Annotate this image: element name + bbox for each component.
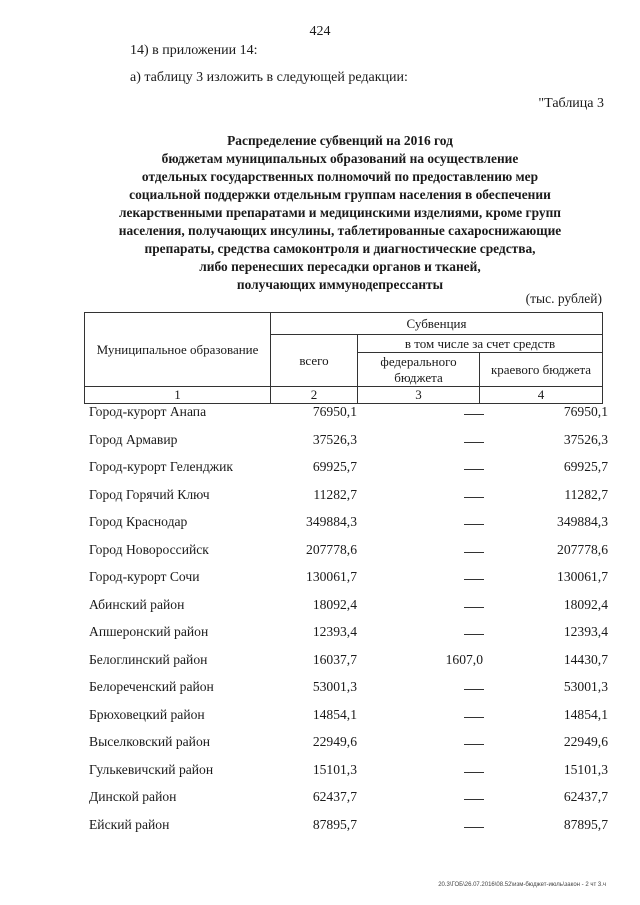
table-row: [0, 652, 640, 672]
table-row: [0, 569, 640, 589]
regional-value: 130061,7: [557, 569, 608, 584]
header-subvention: Субвенция: [271, 313, 603, 335]
table-row: [0, 404, 640, 424]
table-row: [0, 734, 640, 754]
column-number: 3: [358, 387, 480, 404]
regional-value: 18092,4: [563, 596, 608, 612]
paragraph-item-14: 14) в приложении 14:: [130, 43, 258, 58]
total-value: 22949,6: [312, 734, 357, 749]
units-label: (тыс. рублей): [525, 291, 602, 306]
total-value: 53001,3: [312, 679, 357, 694]
municipality-name: Город Горячий Ключ: [89, 486, 210, 502]
regional-value: 349884,3: [557, 514, 608, 529]
footer-file-path: 20.3\ГОБ\26.07.2016\08.52\изм-бюджет-июль\закон - 2 чт 3.ч: [438, 882, 606, 888]
empty-dash: [464, 689, 484, 690]
total-value: 76950,1: [312, 404, 357, 419]
empty-dash: [464, 552, 484, 553]
header-total: всего: [271, 335, 358, 387]
title-line: лекарственными препаратами и медицинскими изделиями, кроме групп: [118, 205, 562, 220]
column-number: 1: [85, 387, 271, 404]
empty-dash: [464, 524, 484, 525]
table-row: [0, 789, 640, 809]
federal-value: 1607,0: [445, 651, 483, 667]
table-row: [0, 459, 640, 479]
regional-value: 14430,7: [563, 651, 608, 667]
municipality-name: Ейский район: [89, 816, 170, 832]
regional-value: 22949,6: [563, 734, 608, 749]
total-value: 62437,7: [312, 789, 357, 804]
municipality-name: Город-курорт Анапа: [89, 404, 207, 419]
empty-dash: [464, 442, 484, 443]
title-line: отдельных государственных полномочий по предоставлению мер: [141, 169, 539, 184]
municipality-name: Город Краснодар: [89, 514, 188, 529]
regional-value: 53001,3: [563, 679, 608, 694]
total-value: 16037,7: [312, 651, 357, 667]
table-row: [0, 762, 640, 782]
empty-dash: [464, 469, 484, 470]
table-header: [84, 312, 603, 404]
header-including: в том числе за счет средств: [358, 335, 603, 353]
table-row: [0, 707, 640, 727]
municipality-name: Абинский район: [89, 596, 185, 612]
total-value: 14854,1: [312, 706, 357, 722]
empty-dash: [464, 827, 484, 828]
total-value: 130061,7: [306, 569, 357, 584]
table-row: [0, 542, 640, 562]
municipality-name: Город Армавир: [89, 431, 178, 447]
regional-value: 14854,1: [563, 706, 608, 722]
table-row: [0, 679, 640, 699]
municipality-name: Гулькевичский район: [89, 761, 214, 777]
title-line: препараты, средства самоконтроля и диагностические средства,: [144, 241, 536, 256]
municipality-name: Апшеронский район: [89, 624, 209, 639]
empty-dash: [464, 414, 484, 415]
empty-dash: [464, 634, 484, 635]
title-line: либо перенесших пересадки органов и тканей,: [199, 259, 481, 274]
municipality-name: Выселковский район: [89, 734, 211, 749]
paragraph-subitem-a: а) таблицу 3 изложить в следующей редакции:: [130, 70, 408, 85]
empty-dash: [464, 497, 484, 498]
total-value: 69925,7: [312, 459, 357, 474]
header-regional: краевого бюджета: [480, 353, 603, 387]
total-value: 37526,3: [312, 431, 357, 447]
empty-dash: [464, 799, 484, 800]
municipality-name: Брюховецкий район: [89, 706, 205, 722]
title-line: получающих иммунодепрессанты: [236, 277, 444, 292]
header-municipality: Муниципальное образование: [85, 313, 271, 387]
column-number: 2: [271, 387, 358, 404]
empty-dash: [464, 579, 484, 580]
table-title: [70, 132, 610, 294]
regional-value: 69925,7: [563, 459, 608, 474]
regional-value: 76950,1: [563, 404, 608, 419]
municipality-name: Динской район: [89, 789, 177, 804]
empty-dash: [464, 744, 484, 745]
table-row: [0, 514, 640, 534]
total-value: 18092,4: [312, 596, 357, 612]
regional-value: 37526,3: [563, 431, 608, 447]
page-number: 424: [309, 24, 331, 39]
column-number: 4: [480, 387, 603, 404]
regional-value: 15101,3: [563, 761, 608, 777]
table-caption: "Таблица 3: [538, 96, 604, 111]
total-value: 12393,4: [312, 624, 357, 639]
total-value: 87895,7: [312, 816, 357, 832]
empty-dash: [464, 772, 484, 773]
header-federal: федерального бюджета: [358, 353, 480, 387]
total-value: 15101,3: [312, 761, 357, 777]
municipality-name: Белореченский район: [89, 679, 214, 694]
empty-dash: [464, 717, 484, 718]
total-value: 349884,3: [306, 514, 357, 529]
municipality-name: Город-курорт Геленджик: [89, 459, 234, 474]
municipality-name: Город Новороссийск: [89, 541, 209, 557]
table-row: [0, 624, 640, 644]
regional-value: 11282,7: [564, 486, 608, 502]
title-line: бюджетам муниципальных образований на осуществление: [161, 151, 519, 166]
regional-value: 12393,4: [563, 624, 608, 639]
title-line: населения, получающих инсулины, таблетированные сахароснижающие: [118, 223, 562, 238]
title-line: Распределение субвенций на 2016 год: [227, 133, 453, 148]
regional-value: 62437,7: [563, 789, 608, 804]
table-row: [0, 817, 640, 837]
municipality-name: Белоглинский район: [89, 651, 208, 667]
empty-dash: [464, 607, 484, 608]
table-row: [0, 597, 640, 617]
total-value: 207778,6: [306, 541, 357, 557]
table-row: [0, 487, 640, 507]
regional-value: 207778,6: [557, 541, 608, 557]
title-line: социальной поддержки отдельным группам населения в обеспечении: [129, 187, 551, 202]
total-value: 11282,7: [313, 486, 357, 502]
municipality-name: Город-курорт Сочи: [89, 569, 200, 584]
table-row: [0, 432, 640, 452]
regional-value: 87895,7: [563, 816, 608, 832]
